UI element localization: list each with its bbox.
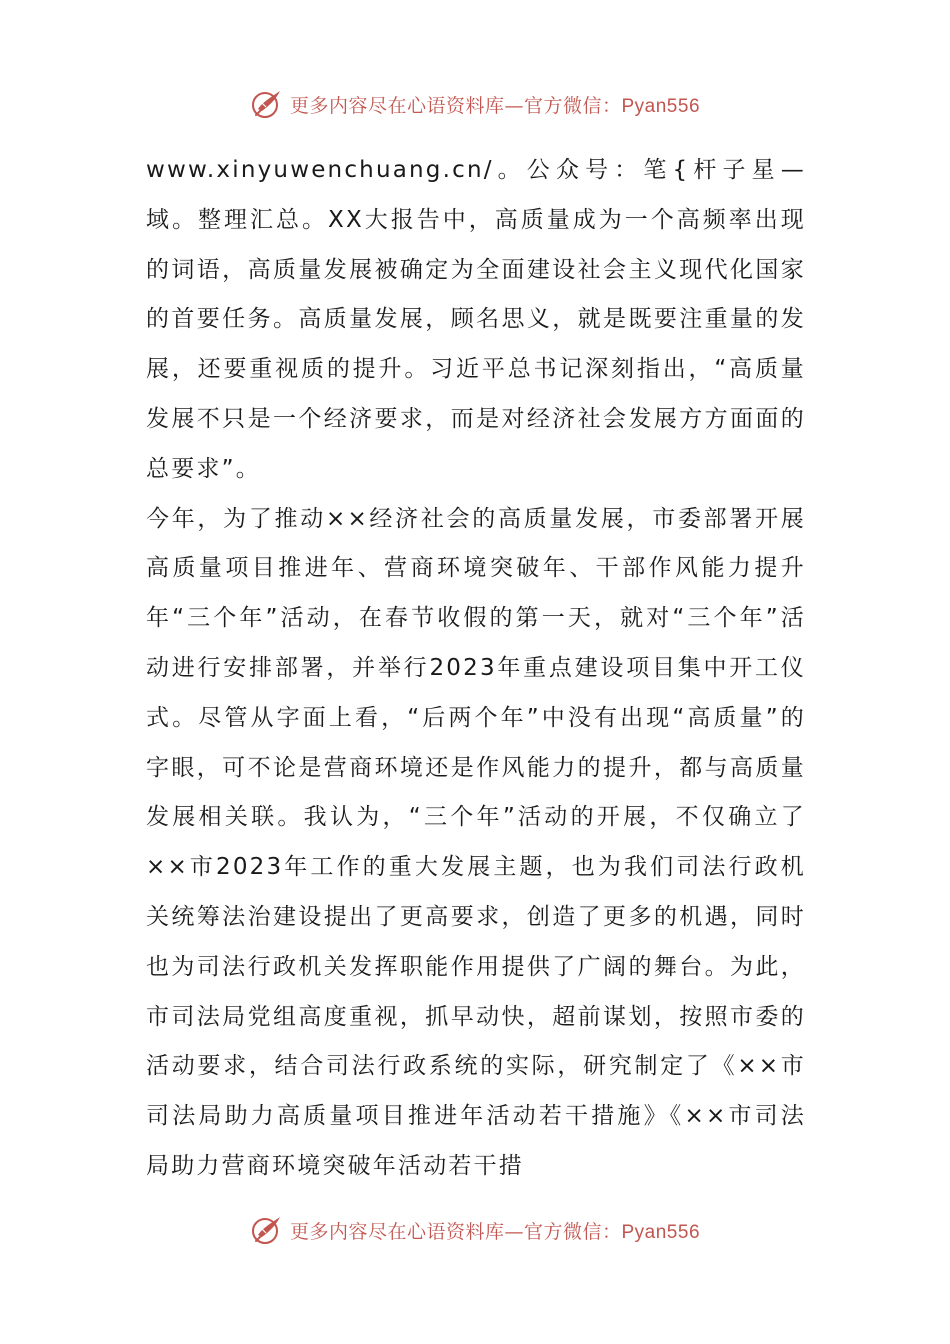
watermark-wechat-id: Pyan556: [621, 95, 701, 117]
watermark-wechat-id: Pyan556: [621, 1221, 701, 1243]
watermark-text: [290, 91, 700, 118]
footer-watermark: [0, 1210, 950, 1250]
watermark-label: 更多内容尽在心语资料库—官方微信：: [289, 1220, 622, 1243]
paragraph-1: www.xinyuwenchuang.cn/。公众号：笔{杆子星—域。整理汇总。XX大报告中，高质量成为一个高频率出现的词语，高质量发展被确定为全面建设社会主义现代化国家的首要任务。高质量发展，顾名思义，就是既要注重量的发展，还要重视质的提升。习近平总书记深刻指出，“高质量发展不只是一个经济要求，而是对经济社会发展方方面面的总要求”。: [146, 157, 806, 482]
quill-logo-icon: [250, 1213, 284, 1247]
document-body: [146, 146, 806, 1192]
watermark-label: 更多内容尽在心语资料库—官方微信：: [289, 94, 622, 117]
watermark-text: [290, 1217, 700, 1244]
header-watermark: [0, 84, 950, 124]
paragraph-2: 今年，为了推动××经济社会的高质量发展，市委部署开展高质量项目推进年、营商环境突破年、干部作风能力提升年“三个年”活动，在春节收假的第一天，就对“三个年”活动进行安排部署，并举行2023年重点建设项目集中开工仪式。尽管从字面上看，“后两个年”中没有出现“高质量”的字眼，可不论是营商环境还是作风能力的提升，都与高质量发展相关联。我认为，“三个年”活动的开展，不仅确立了××市2023年工作的重大发展主题，也为我们司法行政机关统筹法治建设提出了更高要求，创造了更多的机遇，同时也为司法行政机关发挥职能作用提供了广阔的舞台。为此，市司法局党组高度重视，抓早动快，超前谋划，按照市委的活动要求，结合司法行政系统的实际，研究制定了《××市司法局助力高质量项目推进年活动若干措施》《××市司法局助力营商环境突破年活动若干措: [146, 505, 806, 1179]
quill-logo-icon: [250, 87, 284, 121]
